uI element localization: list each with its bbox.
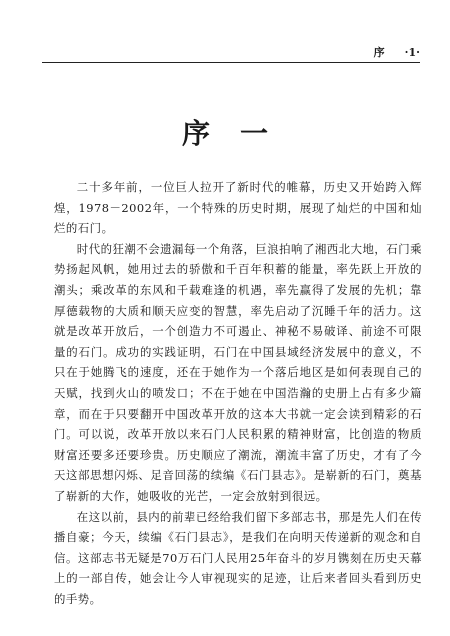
- paragraph-3: 在这以前，县内的前辈已经给我们留下多部志书，那是先人们在传播自豪；今天，续编《石门县志》，是我们在向明天传递新的观念和自信。这部志书无疑是70万石门人民用25年奋斗的岁月镌刻在历史天幕上的一部自传，她会让今人审视现实的足迹，让后来者回头看到历史的手势。: [54, 509, 422, 606]
- chapter-title: 序一: [181, 117, 298, 150]
- paragraph-2: 时代的狂潮不会遗漏每一个角落，巨浪拍响了湘西北大地，石门乘势扬起风帆，她用过去的骄傲和千百年积蓄的能量，率先跃上开放的潮头；乘改革的东风和千载难逢的机遇，率先赢得了发展的先机；靠厚德载物的大质和顺天应变的智慧，率先启动了沉睡千年的活力。这就是改革开放后，一个创造力不可遏止、神秘不易破译、前途不可限量的石门。成功的实践证明，石门在中国县域经济发展中的意义，不只在于她腾飞的速度，还在于她作为一个落后地区是如何表现自己的天赋，找到火山的喷发口；不在于她在中国浩瀚的史册上占有多少篇章，而在于只要翻开中国改革开放的这本大书就一定会读到精彩的石门。可以说，改革开放以来石门人民积累的精神财富，比创造的物质财富还要多还要珍贵。历史顺应了潮流，潮流丰富了历史，才有了今天这部思想闪烁、足音回荡的续编《石门县志》。是崭新的石门，奠基了崭新的大作，她吸收的光芒，一定会放射到很远。: [54, 241, 422, 503]
- header-rule: [42, 62, 420, 63]
- paragraph-1: 二十多年前，一位巨人拉开了新时代的帷幕，历史又开始跨入辉煌，1978－2002年，一个特殊的历史时期，展现了灿烂的中国和灿烂的石门。: [54, 180, 422, 236]
- body-text: [54, 177, 422, 609]
- running-head-title: 序: [373, 46, 385, 59]
- page-number: ·1·: [404, 46, 420, 59]
- running-head: [374, 44, 420, 60]
